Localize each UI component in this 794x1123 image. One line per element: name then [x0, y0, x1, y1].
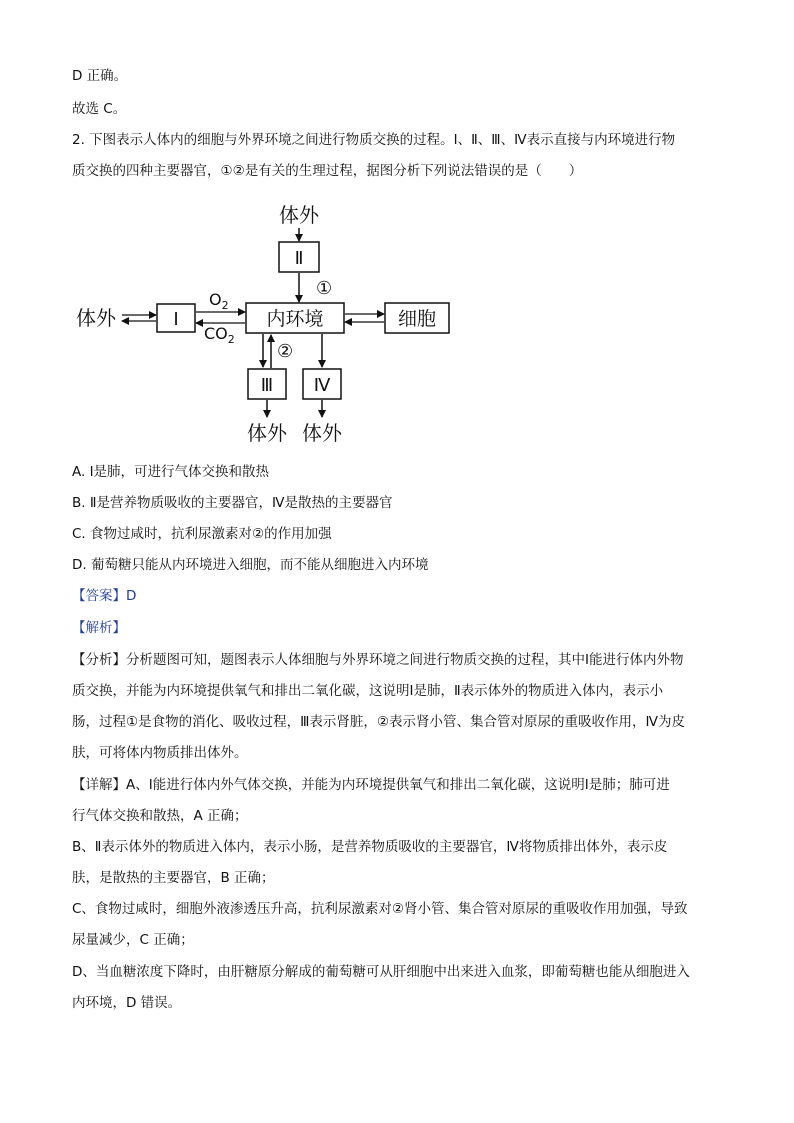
- cell-label: 细胞: [397, 308, 437, 330]
- detail-line-2: 行气体交换和散热，A 正确；: [72, 808, 248, 824]
- detail-line-1: 【详解】A、Ⅰ能进行体内外气体交换，并能为内环境提供氧气和排出二氧化碳，这说明Ⅰ是肺；肺可进: [72, 777, 670, 793]
- detail-line-4: 肤，是散热的主要器官，B 正确；: [72, 870, 275, 886]
- o2-label: $O_2$: [209, 290, 229, 312]
- analysis-line-1: 【分析】分析题图可知，题图表示人体细胞与外界环境之间进行物质交换的过程，其中Ⅰ能进行体内外物: [72, 652, 684, 668]
- prev-conclusion-line: D 正确。: [72, 68, 128, 84]
- detail-line-3: B、Ⅱ表示体外的物质进入体内，表示小肠，是营养物质吸收的主要器官，Ⅳ将物质排出体外，表示皮: [72, 839, 668, 855]
- option-b: B. Ⅱ是营养物质吸收的主要器官，Ⅳ是散热的主要器官: [72, 495, 393, 511]
- inner-env-label: 内环境: [266, 308, 324, 330]
- co2-label: $CO_2$: [204, 324, 235, 346]
- box-IV-label: Ⅳ: [313, 375, 331, 396]
- step-2-label: ②: [277, 341, 294, 362]
- step-1-label: ①: [316, 278, 333, 299]
- box-II-label: Ⅱ: [294, 248, 304, 269]
- detail-line-6: 尿量减少，C 正确；: [72, 932, 194, 948]
- detail-line-5: C、食物过咸时，细胞外液渗透压升高，抗利尿激素对②肾小管、集合管对原尿的重吸收作用加强，导致: [72, 901, 688, 917]
- detail-line-8: 内环境，D 错误。: [72, 995, 182, 1011]
- question-line-2: 质交换的四种主要器官，①②是有关的生理过程，据图分析下列说法错误的是（ ）: [72, 163, 583, 179]
- detail-line-7: D、当血糖浓度下降时，由肝糖原分解成的葡萄糖可从肝细胞中出来进入血浆，即葡萄糖也能从细胞进入: [72, 964, 690, 980]
- analysis-line-2: 质交换，并能为内环境提供氧气和排出二氧化碳，这说明Ⅰ是肺，Ⅱ表示体外的物质进入体内，表示小: [72, 683, 664, 699]
- exchange-diagram: [70, 198, 470, 448]
- option-a: A. Ⅰ是肺，可进行气体交换和散热: [72, 464, 270, 480]
- box-III-label: Ⅲ: [260, 375, 274, 396]
- answer-line: 【答案】D: [72, 588, 137, 604]
- box-I-label: Ⅰ: [173, 309, 179, 330]
- analysis-line-3: 肠，过程①是食物的消化、吸收过程，Ⅲ表示肾脏，②表示肾小管、集合管对原尿的重吸收作用，Ⅳ为皮: [72, 714, 685, 730]
- choose-line: 故选 C。: [72, 101, 127, 117]
- analysis-line-4: 肤，可将体内物质排出体外。: [72, 745, 248, 761]
- analysis-heading: 【解析】: [72, 620, 126, 636]
- bottom-outside-label-2: 体外: [302, 421, 342, 445]
- option-c: C. 食物过咸时，抗利尿激素对②的作用加强: [72, 526, 332, 542]
- option-d: D. 葡萄糖只能从内环境进入细胞，而不能从细胞进入内环境: [72, 557, 429, 573]
- top-outside-label: 体外: [279, 203, 319, 227]
- left-outside-label: 体外: [76, 306, 116, 330]
- question-line-1: 2. 下图表示人体内的细胞与外界环境之间进行物质交换的过程。Ⅰ、Ⅱ、Ⅲ、Ⅳ表示直接与内环境进行物: [72, 132, 676, 148]
- bottom-outside-label-1: 体外: [247, 421, 287, 445]
